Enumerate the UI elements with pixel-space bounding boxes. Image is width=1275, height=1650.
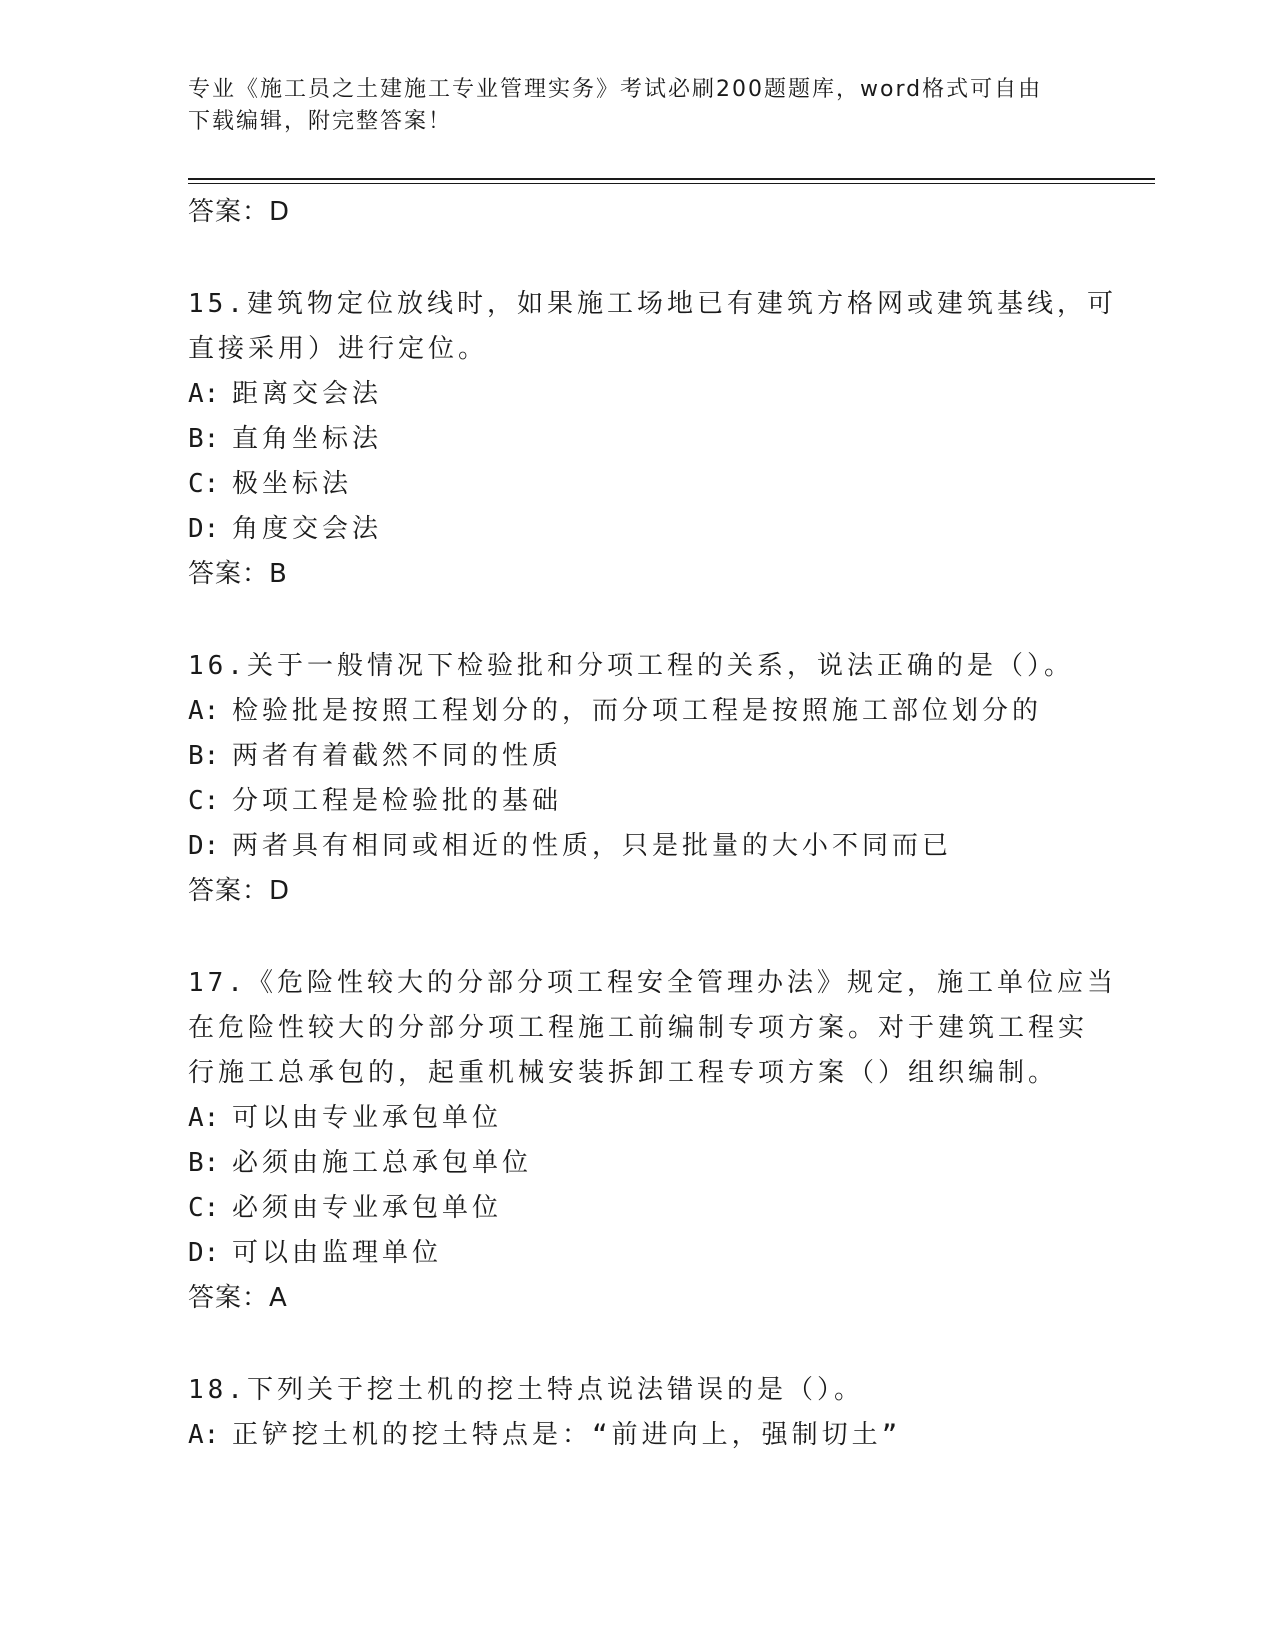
option-text: 检验批是按照工程划分的，而分项工程是按照施工部位划分的 [232,696,1043,726]
option-a [188,1096,1088,1141]
question-text: 行施工总承包的，起重机械安装拆卸工程专项方案（）组织编制。 [188,1058,1059,1088]
header-divider [188,178,1155,180]
question-block [188,961,1117,1321]
option-text: 必须由专业承包单位 [232,1193,503,1223]
option-text: 正铲挖土机的挖土特点是：“前进向上，强制切土” [232,1420,902,1450]
option-b [188,1141,1088,1186]
header-line-1: 专业《施工员之土建施工专业管理实务》考试必刷200题题库，word格式可自由 [188,77,1043,102]
option-text: 必须由施工总承包单位 [232,1148,533,1178]
answer-line: 答案：A [188,1283,288,1313]
page-header [188,74,1068,138]
option-b [188,734,1088,779]
option-letter: A: [188,1420,220,1450]
option-letter: A: [188,379,220,409]
option-letter: B: [188,424,220,454]
option-d [188,1231,1088,1276]
option-c [188,779,1088,824]
option-text: 极坐标法 [232,469,353,499]
option-text: 分项工程是检验批的基础 [232,786,563,816]
option-a [188,372,1088,417]
question-text: 在危险性较大的分部分项工程施工前编制专项方案。对于建筑工程实 [188,1013,1089,1043]
option-letter: D: [188,514,220,544]
question-text: 直接采用）进行定位。 [188,334,489,364]
header-line-2: 下载编辑，附完整答案！ [188,109,453,134]
option-d [188,507,1088,552]
question-block [188,1368,1088,1458]
option-letter: D: [188,1238,220,1268]
answer-line: 答案：D [188,197,291,227]
option-letter: A: [188,1103,220,1133]
document-body [188,190,1117,1458]
option-letter: A: [188,696,220,726]
question-text: 16.关于一般情况下检验批和分项工程的关系，说法正确的是（）。 [188,651,1074,681]
option-text: 可以由监理单位 [232,1238,443,1268]
option-letter: D: [188,831,220,861]
option-letter: C: [188,1193,220,1223]
option-letter: C: [188,786,220,816]
option-text: 两者具有相同或相近的性质，只是批量的大小不同而已 [232,831,953,861]
option-letter: B: [188,741,220,771]
option-b [188,417,1088,462]
option-text: 可以由专业承包单位 [232,1103,503,1133]
question-text: 15.建筑物定位放线时，如果施工场地已有建筑方格网或建筑基线，可 [188,289,1117,319]
option-c [188,462,1088,507]
question-block [188,282,1117,597]
option-letter: C: [188,469,220,499]
option-text: 直角坐标法 [232,424,383,454]
option-a [188,1413,1088,1458]
question-text: 17.《危险性较大的分部分项工程安全管理办法》规定，施工单位应当 [188,968,1117,998]
option-a [188,689,1088,734]
answer-line: 答案：D [188,876,291,906]
answer-line: 答案：B [188,559,288,589]
option-letter: B: [188,1148,220,1178]
option-c [188,1186,1088,1231]
option-d [188,824,1088,869]
option-text: 角度交会法 [232,514,383,544]
option-text: 距离交会法 [232,379,383,409]
header-divider-thin [188,183,1155,184]
question-block [188,644,1088,914]
question-text: 18.下列关于挖土机的挖土特点说法错误的是（）。 [188,1375,864,1405]
option-text: 两者有着截然不同的性质 [232,741,563,771]
